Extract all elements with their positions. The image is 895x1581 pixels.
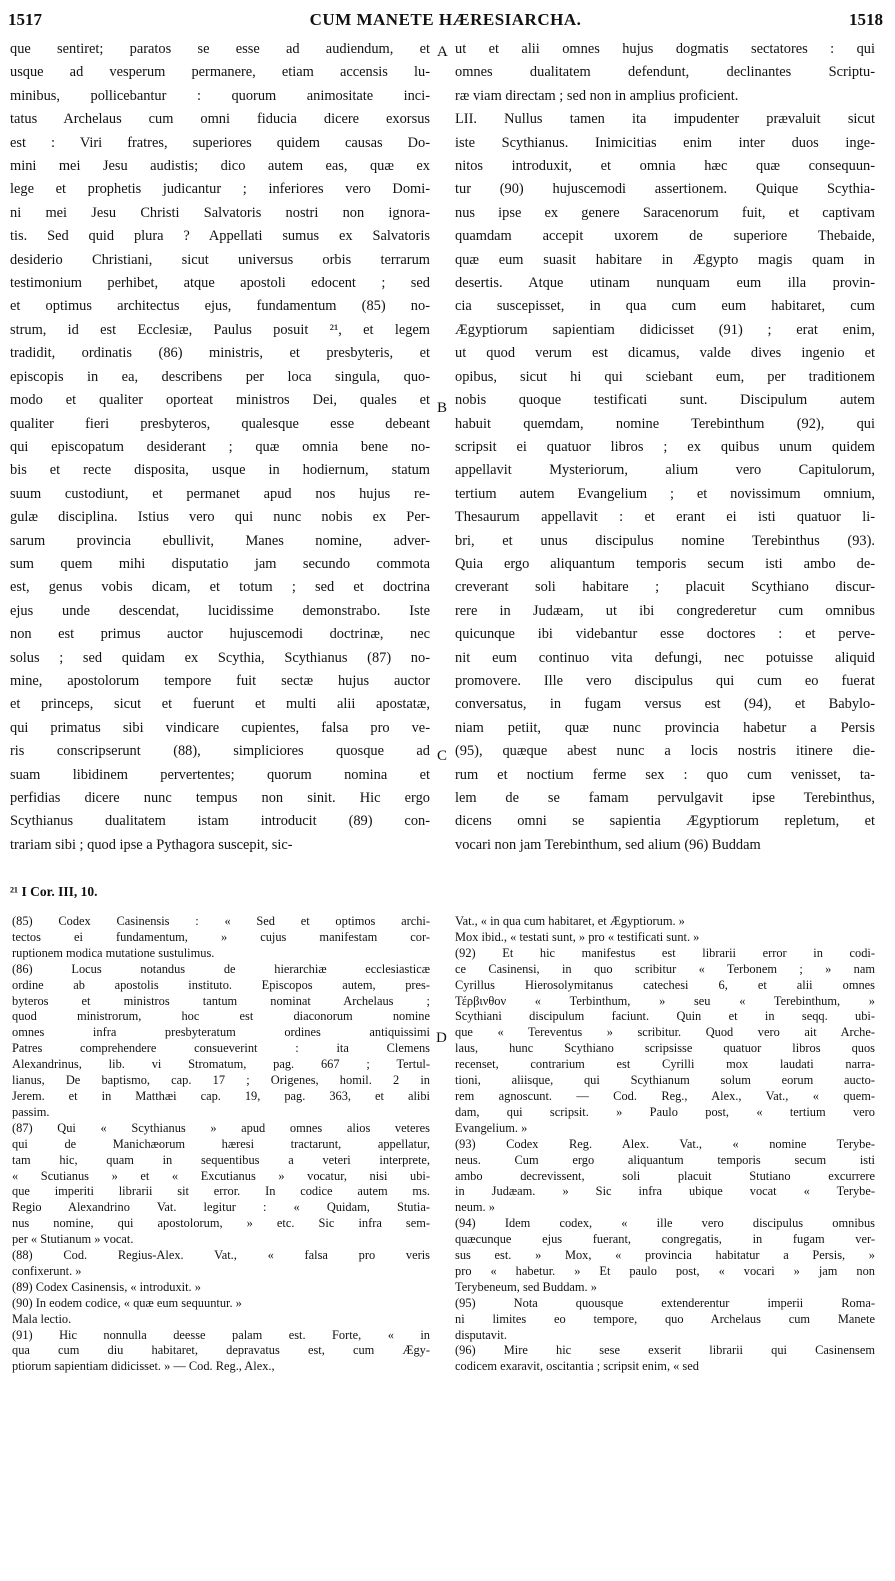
footnote-line: qui de Manichæorum hæresi tractarunt, appellatur, <box>12 1136 430 1151</box>
footnote-line: ce Casinensi, in quo scribitur « Terbonem ; » nam <box>455 961 875 976</box>
left-column-line: qui primatus sibi vindicare cupientes, falsa pro ve- <box>10 719 430 736</box>
right-column-line: iste Scythianus. Inimicitias enim inter duos inge- <box>455 134 875 151</box>
section-marker-c: C <box>437 748 448 764</box>
footnote-line: disputavit. <box>455 1327 507 1342</box>
right-column-line: dicens omni se sapientia Ægyptiorum repletum, et <box>455 813 875 830</box>
page-number-left: 1517 <box>8 10 42 29</box>
footnote-line: quæcunque ejus fuerant, congregatis, in fugam ver- <box>455 1232 875 1247</box>
left-column-line: mine, apostolorum tempore fuit sectæ hujus auctor <box>10 672 430 689</box>
footnote-line: « Scutianus » et « Excutianus » vocatur, nisi ubi- <box>12 1168 430 1183</box>
left-column-line: suum custodiunt, et permanet apud nos hujus re- <box>10 485 430 502</box>
left-column-line: non est primus auctor hujuscemodi doctrinæ, nec <box>10 626 430 643</box>
left-column-line: minibus, pollicebantur : quorum animositate inci- <box>10 87 430 104</box>
footnote-line: neus. Cum ergo aliquantum temporis secum isti <box>455 1152 875 1167</box>
left-column-line: strum, id est Ecclesiæ, Paulus posuit ²¹, et legem <box>10 321 430 338</box>
footnote-line: Vat., « in qua cum habitaret, et Ægyptiorum. » <box>455 914 685 928</box>
footnote-line: tam hic, quam in sequentibus a veteri interprete, <box>12 1152 430 1167</box>
right-column-line: appellavit Mysteriorum, alium vero Capitulorum, <box>455 462 875 479</box>
right-column-line: tertium autem Evangelium ; et novissimum omnium, <box>455 485 875 502</box>
left-column-line: ni mei Jesu Christi Salvatoris nostri non ignora- <box>10 204 430 221</box>
footnote-line: (94) Idem codex, « ille vero discipulus omnibus <box>455 1216 875 1231</box>
footnote-line: byteros et ministros tantum nominat Archelaus ; <box>12 993 430 1008</box>
footnote-line: neum. » <box>455 1200 495 1215</box>
footnote-line: (90) In eodem codice, « quæ eum sequuntur. » <box>12 1295 242 1310</box>
right-column-text <box>455 38 875 857</box>
footnote-line: quod ministrorum, hoc est diaconorum nomine <box>12 1009 430 1024</box>
left-column-line: tatus Archelaus cum omni fiducia dicere exorsus <box>10 111 430 128</box>
right-column-line: quicunque ibi videbantur esse doctores : et perve- <box>455 626 875 643</box>
left-column-line: et optimus architectus ejus, fundamentum (85) no- <box>10 298 430 315</box>
right-column-line: lem de se famam pervulgavit ipse Terebinthus, <box>455 790 875 806</box>
left-footnotes <box>12 914 430 1375</box>
footnote-line: (92) Et hic manifestus est librarii error in codi- <box>455 945 875 960</box>
right-column-line: rum et noctium ferme sex : quo cum venisset, ta- <box>455 766 875 783</box>
left-column-line: et princeps, sicut et fuerunt et multi alii apostatæ, <box>10 696 430 713</box>
right-column-line: quamdam accepit uxorem de superiore Thebaide, <box>455 228 875 245</box>
footnote-line: per « Stutianum » vocat. <box>12 1232 134 1247</box>
page-header <box>8 4 883 34</box>
footnote-line: Regio Alexandrino Vat. legitur : « Quidam, Stutia- <box>12 1200 430 1215</box>
left-column-line: qui episcopatum desiderant ; quæ omnia bene no- <box>10 438 430 455</box>
footnote-line: Mox ibid., « testati sunt, » pro « testificati sunt. » <box>455 929 700 944</box>
right-column-line: tur (90) hujuscemodi assertionem. Quique Scythia- <box>455 181 875 198</box>
left-column-text <box>10 38 430 857</box>
right-column-line: desertis. Atque utinam nunquam eum illa provin- <box>455 275 875 292</box>
footnote-line: confixerunt. » <box>12 1263 82 1278</box>
footnote-line: rem agnoscunt. — Cod. Reg., Alex., Vat., « quem- <box>455 1088 875 1103</box>
footnote-line: lianus, De baptismo, cap. 17 ; Origenes, homil. 2 in <box>12 1073 430 1088</box>
footnote-line: dam, qui scripsit. » Paulo post, « tertium vero <box>455 1104 875 1119</box>
left-column-line: sarum provincia ebullivit, Manes nomine, adver- <box>10 532 430 549</box>
footnote-line: (95) Nota quousque extenderentur imperii Roma- <box>455 1295 875 1310</box>
footnote-line: Alexandrinus, lib. vi Stromatum, pag. 667 ; Tertul- <box>12 1057 430 1072</box>
right-column-line: quæ eum suasit habitare in Ægypto magis quam in <box>455 251 875 268</box>
left-column-line: ejus unde descendat, lucidissime demonstrabo. Iste <box>10 602 430 619</box>
footnote-line: tectos ei fundamentum, » cujus manifestam cor- <box>12 929 430 944</box>
left-column-line: que sentiret; paratos se esse ad audiendum, et <box>10 41 430 57</box>
left-column-line: gulæ disciplina. Istius vero qui nunc nobis ex Per- <box>10 509 430 526</box>
left-column-line: perfidias dicere nunc tempus non sinit. Hic ergo <box>10 790 430 806</box>
right-column-line: nit eum continuo vita defungi, nec potuisse aliquid <box>455 649 875 666</box>
left-column-line: est : Viri fratres, superiores quidem causas Do- <box>10 134 430 151</box>
footnote-line: (87) Qui « Scythianus » apud omnes alios veteres <box>12 1120 430 1135</box>
footnote-line: in Judæam. » Sic infra ubique vocat « Terybe- <box>455 1184 875 1199</box>
left-column-line: lege et prophetis judicantur ; inferiores vero Domi- <box>10 181 430 198</box>
footnote-line: recenset, contrarium est Cyrilli mox laudati narra- <box>455 1057 875 1072</box>
right-column-line: promovere. Ille vero discipulus qui cum eo fuerat <box>455 672 875 689</box>
footnote-line: Patres comprehendere consueverint : ita Clemens <box>12 1041 430 1056</box>
footnote-line: (85) Codex Casinensis : « Sed et optimos archi- <box>12 914 430 928</box>
left-column-line: est, genus vobis dicam, et totum ; sed et doctrina <box>10 579 430 596</box>
footnote-line: (88) Cod. Regius-Alex. Vat., « falsa pro veris <box>12 1248 430 1263</box>
left-column-line: suam libidinem pervertentes; quorum nomina et <box>10 766 430 783</box>
left-column-line: solus ; sed quidam ex Scythia, Scythianus (87) no- <box>10 649 430 666</box>
footnote-line: nus nomine, qui apostolorum, » etc. Sic infra sem- <box>12 1216 430 1231</box>
footnote-line: ordine ab apostolis instituto. Episcopos autem, pres- <box>12 977 430 992</box>
footnote-line: Jerem. et in Matthæi cap. 19, pag. 363, et alibi <box>12 1088 430 1103</box>
right-column-line: LII. Nullus tamen ita impudenter prævaluit sicut <box>455 111 875 128</box>
footnote-line: (93) Codex Reg. Alex. Vat., « nomine Terybe- <box>455 1136 875 1151</box>
footnote-line: sus est. » Mox, « provincia habitatur a Persis, » <box>455 1248 875 1263</box>
left-column-line: usque ad vesperum permanere, etiam accensis lu- <box>10 64 430 81</box>
right-column-line: scripsit ei quatuor libros ; ex quibus unum quidem <box>455 438 875 455</box>
right-footnotes <box>455 914 875 1375</box>
right-column-line: Ægyptiorum sapientiam didicisset (91) ; erat enim, <box>455 321 875 338</box>
right-column-line: Quia ergo aliquantum temporis secum isti ambo de- <box>455 555 875 572</box>
footnote-line: Τέρβινθον « Terbinthum, » seu « Terebinthum, » <box>455 993 875 1008</box>
right-column-line: nobis quoque testificati sunt. Discipulum autem <box>455 392 875 409</box>
footnote-line: ruptionem modica mutatione sustulimus. <box>12 945 215 960</box>
footnote-line: que imperiti librarii sit error. In codice autem ms. <box>12 1184 430 1199</box>
footnote-line: ni limites eo tempore, quo Archelaus cum Manete <box>455 1311 875 1326</box>
left-column-line: modo et qualiter oporteat ministros Dei, quales et <box>10 392 430 409</box>
left-column-line: sum quem mihi disputatio jam secundo commota <box>10 555 430 572</box>
scripture-reference: ²¹ I Cor. III, 10. <box>10 884 98 899</box>
footnote-line: Evangelium. » <box>455 1120 528 1135</box>
footnote-line: omnes infra presbyteratum ordines antiquissimi <box>12 1025 430 1040</box>
left-column-line: trariam sibi ; quod ipse a Pythagora suscepit, sic- <box>10 836 293 853</box>
footnote-line: ambo decrevissent, soli placuit Stutiano excurrere <box>455 1168 875 1183</box>
right-column-line: nus ipse ex genere Saracenorum fuit, et captivam <box>455 204 875 221</box>
left-column-line: ris conscripserunt (88), simpliciores quosque ad <box>10 743 430 760</box>
left-column-line: episcopis in ea, describens per loca singula, quo- <box>10 368 430 385</box>
right-column-line: ut et alii omnes hujus dogmatis sectatores : qui <box>455 41 875 57</box>
footnote-line: tioni, aliisque, qui Scythianum solum eorum aucto- <box>455 1073 875 1088</box>
footnote-line: Mala lectio. <box>12 1311 72 1326</box>
footnote-line: codicem exaravit, oscitantia ; scripsit enim, « sed <box>455 1359 699 1374</box>
left-column-line: qualiter fieri presbyteros, qualesque esse debeant <box>10 415 430 432</box>
footnote-line: laus, hunc Scythiano scripsisse quatuor libros quos <box>455 1041 875 1056</box>
right-column-line: ut quod verum est dicamus, valde dives ingenio et <box>455 345 875 362</box>
footnote-line: que « Tereventus » scribitur. Quod vero ait Arche- <box>455 1025 875 1040</box>
section-marker-a: A <box>437 44 448 60</box>
left-column-line: Scythianus dualitatem istam introducit (89) con- <box>10 813 430 830</box>
right-column-line: nitos introduxit, et omnia hæc quæ consequun- <box>455 158 875 175</box>
left-column-line: bis et recte disposita, usque in hodiernum, statum <box>10 462 430 479</box>
running-title: CUM MANETE HÆRESIARCHA. <box>309 10 582 29</box>
left-column-line: tis. Sed quid plura ? Appellati sumus ex Salvatoris <box>10 228 430 245</box>
footnote-line: (91) Hic nonnulla deesse palam est. Forte, « in <box>12 1327 430 1342</box>
footnote-line: Scythiani discipulum faciunt. Quin et in seqq. ubi- <box>455 1009 875 1024</box>
right-column-line: vocari non jam Terebinthum, sed alium (96) Buddam <box>455 836 761 853</box>
footnote-line: (96) Mire hic sese exserit librarii qui Casinensem <box>455 1343 875 1358</box>
footnote-line: qua cum diu habitaret, depravatus est, cum Ægy- <box>12 1343 430 1358</box>
right-column-line: Thesaurum appellavit : et erant ei isti quatuor li- <box>455 509 875 526</box>
footnote-line: (89) Codex Casinensis, « introduxit. » <box>12 1279 201 1294</box>
section-marker-d: D <box>436 1030 447 1046</box>
footnote-line: Terybeneum, sed Buddam. » <box>455 1279 597 1294</box>
right-column-line: creverant soli habitare ; placuit Scythiano discur- <box>455 579 875 596</box>
left-column-line: tradidit, ordinatis (86) ministris, et presbyteris, et <box>10 345 430 362</box>
right-column-line: ræ viam directam ; sed non in amplius proficient. <box>455 87 739 104</box>
right-column-line: (95), quæque abest nunc a locis nostris itinere die- <box>455 743 875 760</box>
footnote-line: pro « habetur. » Et paulo post, « vocari » jam non <box>455 1263 875 1278</box>
footnote-line: (86) Locus notandus de hierarchiæ ecclesiasticæ <box>12 961 430 976</box>
right-column-line: habuit quemdam, nomine Terebinthum (92), qui <box>455 415 875 432</box>
right-column-line: niam petiit, quæ nunc provincia habetur a Persis <box>455 719 875 736</box>
footnote-line: Cyrillus Hierosolymitanus catechesi 6, et alii omnes <box>455 977 875 992</box>
left-column-line: testimonium perhibet, atque apostoli edocent ; sed <box>10 275 430 292</box>
right-column-line: omnes dualitatem defendunt, declinantes Scriptu- <box>455 64 875 81</box>
page-number-right: 1518 <box>849 10 883 29</box>
section-marker-b: B <box>437 400 448 416</box>
left-column-line: desiderio Christiani, sicut universus orbis terrarum <box>10 251 430 268</box>
right-column-line: rere in Judæam, ut ibi congrederetur cum omnibus <box>455 602 875 619</box>
right-column-line: cia suscepisset, in qua cum eum habitaret, cum <box>455 298 875 315</box>
right-column-line: opibus, sicut hi qui sciebant eum, per traditionem <box>455 368 875 385</box>
footnote-line: ptiorum sapientiam didicisset. » — Cod. Reg., Alex., <box>12 1359 275 1374</box>
footnote-line: passim. <box>12 1104 50 1119</box>
left-column-line: mini mei Jesu audistis; dico autem eas, quæ ex <box>10 158 430 175</box>
right-column-line: conversatus, in fugam versus est (94), et Babylo- <box>455 696 875 713</box>
right-column-line: bri, et unus discipulus nomine Terebinthus (93). <box>455 532 875 549</box>
